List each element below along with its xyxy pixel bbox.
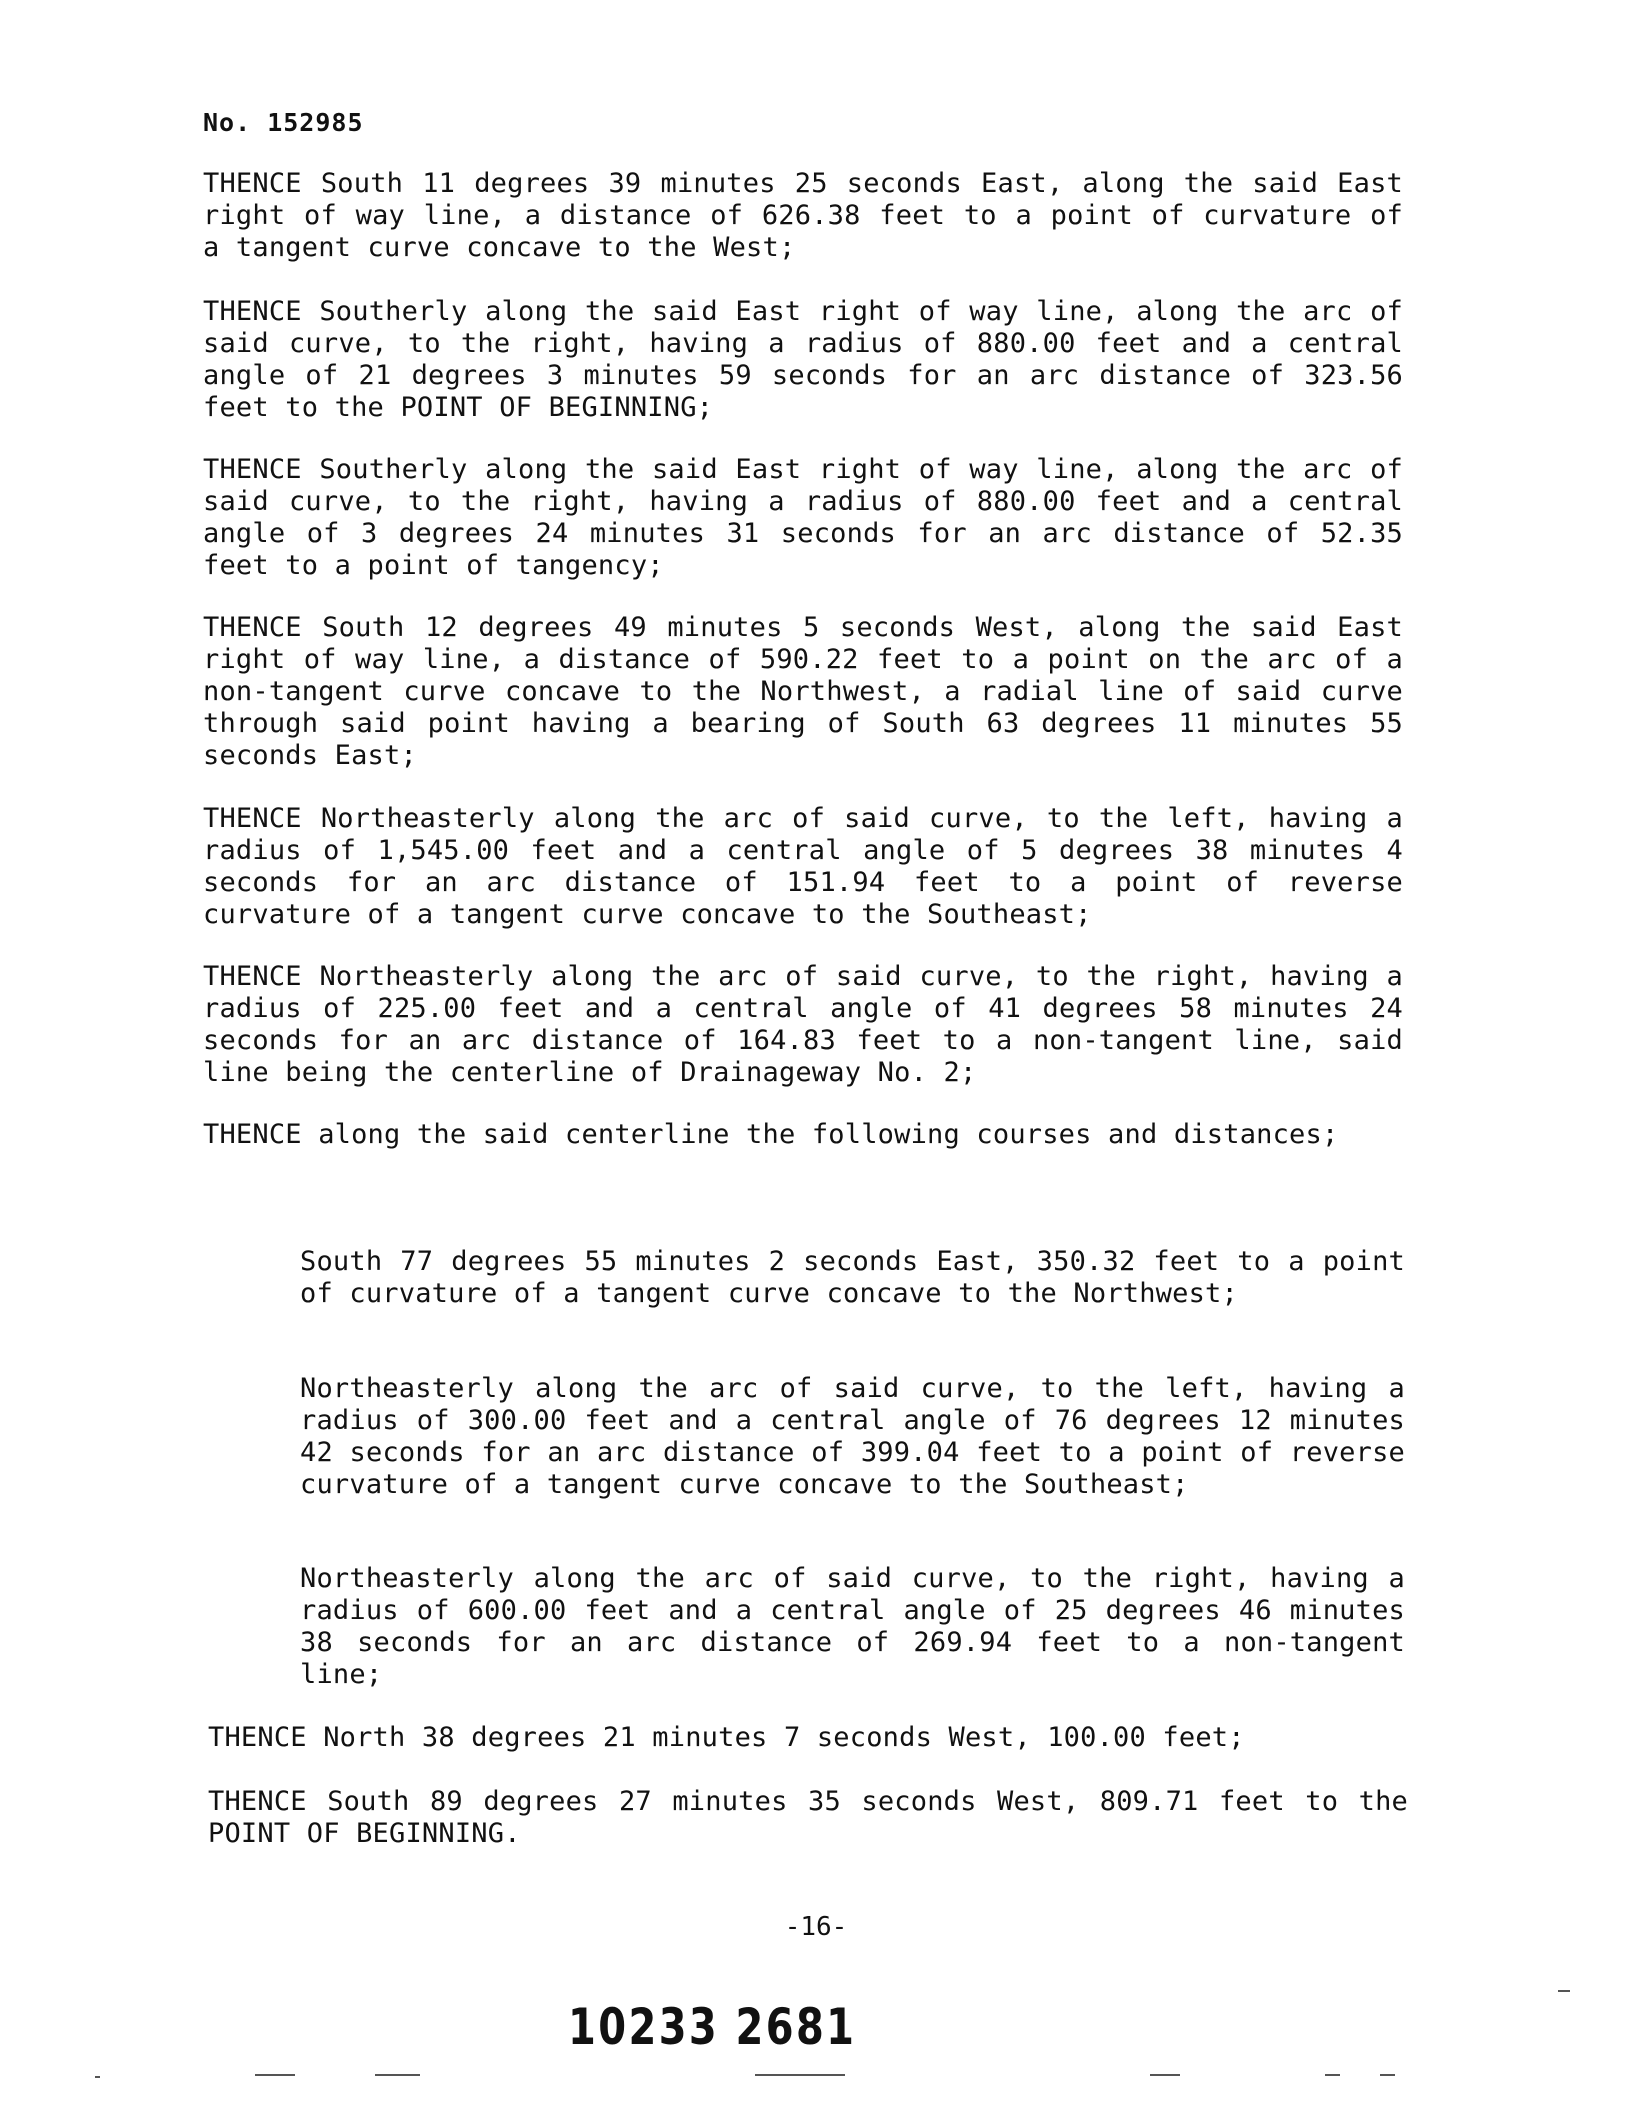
scan-artifact <box>1325 2074 1340 2076</box>
centerline-course-2: Northeasterly along the arc of said curve, to the left, having a radius of 300.00 feet and a central angle of 76 degrees 12 minutes 42 seconds for an arc distance of 399.04 feet to a point of reverse curvature of a tangent curve concave to the Southeast; <box>300 1373 1405 1500</box>
course-paragraph-4: THENCE South 12 degrees 49 minutes 5 seconds West, along the said East right of way line, a distance of 590.22 feet to a point on the arc of a non-tangent curve concave to the Northwest, a radial line of said curve through said point having a bearing of South 63 degrees 11 minutes 55 seconds East; <box>203 612 1403 771</box>
course-paragraph-6: THENCE Northeasterly along the arc of said curve, to the right, having a radius of 225.00 feet and a central angle of 41 degrees 58 minutes 24 seconds for an arc distance of 164.83 feet to a non-tangent line, said line being the centerline of Drainageway No. 2; <box>203 961 1403 1088</box>
centerline-course-1: South 77 degrees 55 minutes 2 seconds East, 350.32 feet to a point of curvature of a tangent curve concave to the Northwest; <box>300 1246 1405 1309</box>
page-number: -16- <box>784 1912 848 1942</box>
course-paragraph-1: THENCE South 11 degrees 39 minutes 25 seconds East, along the said East right of way line, a distance of 626.38 feet to a point of curvature of a tangent curve concave to the West; <box>203 168 1403 263</box>
scan-artifact <box>1380 2074 1395 2076</box>
scan-artifact <box>375 2074 420 2076</box>
scan-artifact <box>755 2074 845 2076</box>
closing-course-1: THENCE North 38 degrees 21 minutes 7 seconds West, 100.00 feet; <box>208 1722 1245 1753</box>
course-paragraph-3: THENCE Southerly along the said East right of way line, along the arc of said curve, to the right, having a radius of 880.00 feet and a central angle of 3 degrees 24 minutes 31 seconds for an arc distance of 52.35 feet to a point of tangency; <box>203 454 1403 581</box>
closing-course-2: THENCE South 89 degrees 27 minutes 35 seconds West, 809.71 feet to the POINT OF BEGINNING. <box>208 1786 1408 1849</box>
course-paragraph-5: THENCE Northeasterly along the arc of said curve, to the left, having a radius of 1,545.00 feet and a central angle of 5 degrees 38 minutes 4 seconds for an arc distance of 151.94 feet to a point of reverse curvature of a tangent curve concave to the Southeast; <box>203 803 1403 930</box>
scan-artifact <box>1558 1990 1570 1992</box>
scan-artifact <box>255 2074 295 2076</box>
centerline-course-3: Northeasterly along the arc of said curve, to the right, having a radius of 600.00 feet and a central angle of 25 degrees 46 minutes 38 seconds for an arc distance of 269.94 feet to a non-tangent line; <box>300 1563 1405 1690</box>
document-number: No. 152985 <box>203 108 364 137</box>
book-page-stamp: 10233 2681 <box>568 1998 857 2056</box>
centerline-intro: THENCE along the said centerline the following courses and distances; <box>203 1119 1339 1150</box>
scan-artifact <box>95 2076 100 2078</box>
scan-artifact <box>1150 2074 1180 2076</box>
course-paragraph-2: THENCE Southerly along the said East right of way line, along the arc of said curve, to the right, having a radius of 880.00 feet and a central angle of 21 degrees 3 minutes 59 seconds for an arc distance of 323.56 feet to the POINT OF BEGINNING; <box>203 296 1403 423</box>
